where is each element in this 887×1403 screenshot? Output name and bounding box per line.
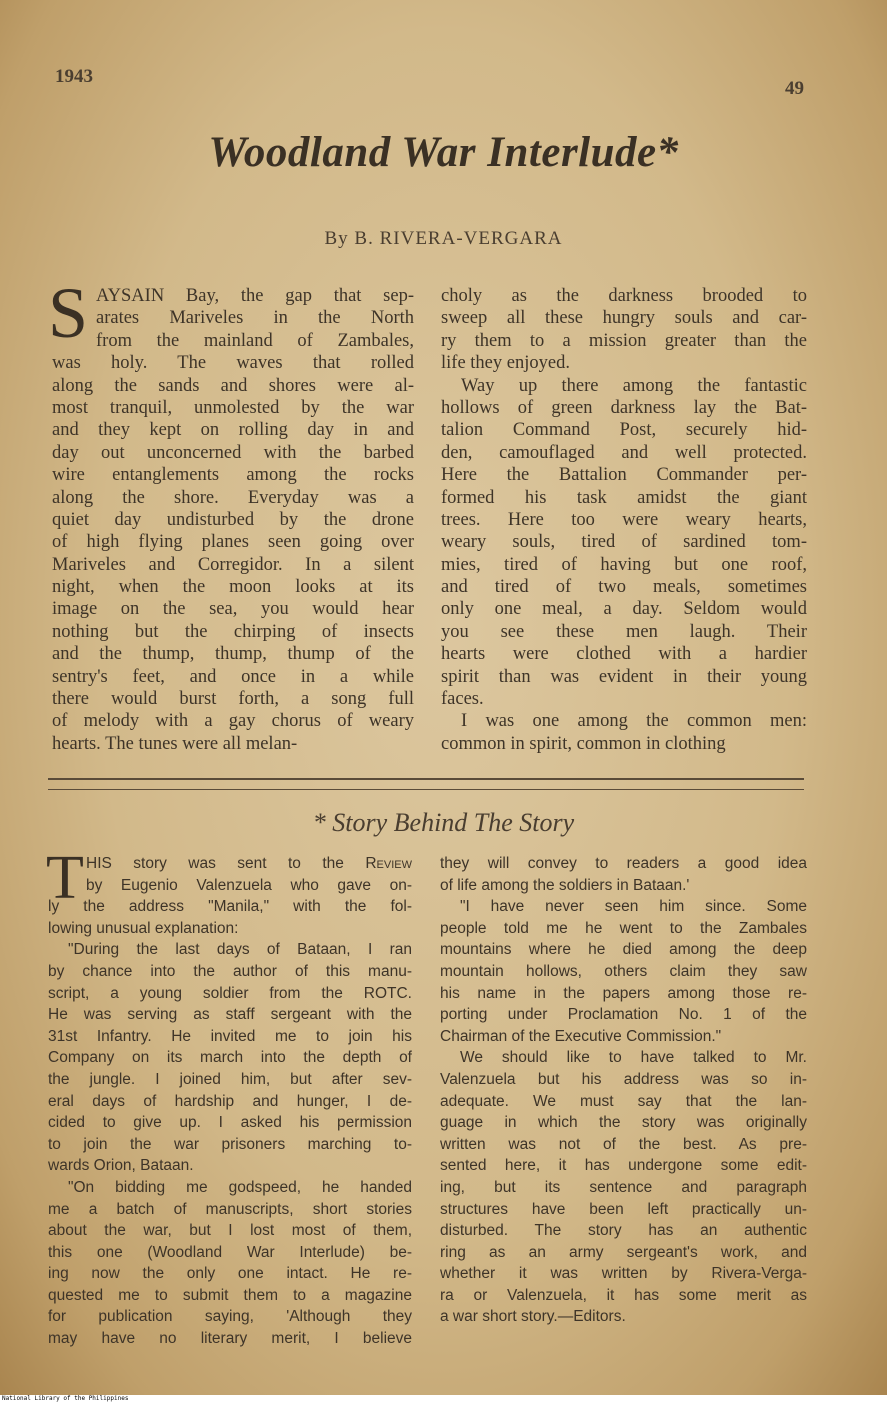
text-line: ry them to a mission greater than the: [441, 330, 807, 351]
text-line: [48, 853, 412, 875]
text-line: formed his task amidst the giant: [441, 487, 807, 508]
text-line: from the mainland of Zambales,: [96, 330, 414, 351]
text-line: sentry's feet, and once in a while: [52, 666, 414, 687]
text-line: mountains where he died among the deep: [440, 941, 807, 959]
text-line: mountain hollows, others claim they saw: [440, 962, 807, 980]
text-line: ra or Valenzuela, it has some merit as: [440, 1286, 807, 1304]
text-line: structures have been left practically un-: [440, 1200, 807, 1218]
text-line: hollows of green darkness lay the Bat-: [441, 397, 807, 418]
text-line: We should like to have talked to Mr.: [460, 1049, 807, 1067]
text-line: was holy. The waves that rolled: [52, 353, 414, 374]
text-fragment: HIS story was sent to the: [86, 855, 366, 872]
text-line: of high flying planes seen going over: [52, 532, 414, 553]
text-line: they will convey to readers a good idea: [440, 855, 807, 872]
text-line: guage in which the story was originally: [440, 1114, 807, 1132]
text-line: script, a young soldier from the ROTC.: [48, 984, 412, 1002]
text-line: to join the war prisoners marching to-: [48, 1135, 412, 1153]
text-line: for publication saying, 'Although they: [48, 1308, 412, 1326]
text-line: ly the address "Manila," with the fol-: [48, 898, 412, 916]
text-line: this one (Woodland War Interlude) be-: [48, 1243, 412, 1261]
sidebar-heading: * Story Behind The Story: [312, 808, 575, 837]
text-line: quiet day undisturbed by the drone: [52, 509, 414, 530]
text-line: whether it was written by Rivera-Verga-: [440, 1265, 807, 1283]
text-line: wards Orion, Bataan.: [48, 1157, 194, 1175]
text-line: about the war, but I lost most of them,: [48, 1222, 412, 1240]
page-number: 49: [785, 78, 804, 99]
text-line: day out unconcerned with the barbed: [52, 442, 414, 463]
text-line: the jungle. I joined him, but after sev-: [48, 1070, 412, 1088]
section-divider-thin: [48, 789, 804, 790]
text-line: "On bidding me godspeed, he handed: [68, 1178, 412, 1196]
text-line: talion Command Post, securely hid-: [441, 420, 807, 441]
text-line: image on the sea, you would hear: [52, 599, 414, 620]
text-line: 31st Infantry. He invited me to join his: [48, 1027, 412, 1045]
story-column-2: [441, 285, 807, 755]
text-line: choly as the darkness brooded to: [441, 286, 807, 306]
text-line: Valenzuela but his address was so in-: [440, 1070, 807, 1088]
story-column-1: [52, 285, 414, 755]
text-line: by chance into the author of this manu-: [48, 962, 412, 980]
text-line: lowing unusual explanation:: [48, 919, 239, 937]
text-line: eral days of hardship and hunger, I de-: [48, 1092, 412, 1110]
text-line: hearts were clothed with a hardier: [441, 644, 807, 665]
text-line: weary souls, tired of sardined tom-: [441, 532, 807, 553]
text-line: only one meal, a day. Seldom would: [441, 599, 807, 620]
text-line: Chairman of the Executive Commission.": [440, 1027, 722, 1045]
text-line: and tired of two meals, sometimes: [441, 577, 807, 598]
text-line: ing, but its sentence and paragraph: [440, 1178, 807, 1196]
text-line: He was serving as staff sergeant with the: [48, 1006, 412, 1024]
library-credit: National Library of the Philippines: [0, 1395, 887, 1403]
text-line: me a batch of manuscripts, short stories: [48, 1200, 412, 1218]
text-line: mies, tired of having but one roof,: [441, 554, 807, 575]
text-line: trees. Here too were weary hearts,: [441, 509, 807, 530]
sidebar-column-2: [440, 853, 807, 1328]
story-drop-cap: S: [48, 273, 89, 353]
text-line: night, when the moon looks at its: [52, 577, 414, 598]
text-line: ing now the only one intact. He re-: [48, 1265, 412, 1283]
sidebar-drop-cap: T: [46, 844, 84, 912]
text-line: and they kept on rolling day in and: [52, 420, 414, 441]
text-line: spirit than was evident in their young: [441, 666, 807, 687]
text-line: disturbed. The story has an authentic: [440, 1222, 807, 1240]
text-line: den, camouflaged and well protected.: [441, 442, 807, 463]
text-line: hearts. The tunes were all melan-: [52, 733, 298, 754]
text-line: nothing but the chirping of insects: [52, 621, 414, 642]
text-line: common in spirit, common in clothing: [441, 733, 726, 754]
author-byline: By B. RIVERA-VERGARA: [324, 228, 563, 249]
text-line: Company on its march into the depth of: [48, 1049, 412, 1067]
text-line: written was not of the best. As pre-: [440, 1135, 807, 1153]
text-line: may have no literary merit, I believe: [48, 1330, 412, 1348]
text-line: I was one among the common men:: [461, 711, 807, 732]
text-line: ring as an army sergeant's work, and: [440, 1243, 807, 1261]
text-line: adequate. We must say that the lan-: [440, 1092, 807, 1110]
text-line: AYSAIN Bay, the gap that sep-: [96, 286, 414, 306]
text-line: and the thump, thump, thump of the: [52, 644, 414, 665]
text-line: there would burst forth, a song full: [52, 689, 414, 710]
text-line: quested me to submit them to a magazine: [48, 1286, 412, 1304]
text-line: cided to give up. I asked his permission: [48, 1114, 412, 1132]
text-line: porting under Proclamation No. 1 of the: [440, 1006, 807, 1024]
text-line: his name in the papers among those re-: [440, 984, 807, 1002]
text-line: you see these men laugh. Their: [441, 621, 807, 642]
text-line: most tranquil, unmolested by the war: [52, 397, 414, 418]
text-line: of life among the soldiers in Bataan.': [440, 876, 690, 894]
magazine-name: Review: [365, 855, 412, 872]
text-line: sented here, it has undergone some edit-: [440, 1157, 807, 1175]
text-line: Mariveles and Corregidor. In a silent: [52, 554, 414, 575]
section-divider: [48, 778, 804, 780]
text-line: by Eugenio Valenzuela who gave on-: [86, 876, 412, 894]
text-line: arates Mariveles in the North: [96, 308, 414, 329]
text-line: "I have never seen him since. Some: [460, 898, 807, 916]
text-line: "During the last days of Bataan, I ran: [68, 941, 412, 959]
text-line: Way up there among the fantastic: [461, 375, 807, 396]
story-title: Woodland War Interlude*: [208, 129, 679, 176]
sidebar-column-1: [46, 844, 412, 1350]
text-line: a war short story.—Editors.: [440, 1308, 626, 1326]
text-line: of melody with a gay chorus of weary: [52, 711, 414, 732]
text-line: faces.: [441, 689, 484, 710]
year-header: 1943: [55, 66, 93, 87]
text-line: Here the Battalion Commander per-: [441, 465, 807, 486]
text-line: along the sands and shores were al-: [52, 375, 414, 396]
text-line: sweep all these hungry souls and car-: [441, 308, 807, 329]
text-line: along the shore. Everyday was a: [52, 487, 414, 508]
text-line: life they enjoyed.: [441, 353, 570, 374]
text-line: people told me he went to the Zambales: [440, 919, 807, 937]
text-line: wire entanglements among the rocks: [52, 465, 414, 486]
